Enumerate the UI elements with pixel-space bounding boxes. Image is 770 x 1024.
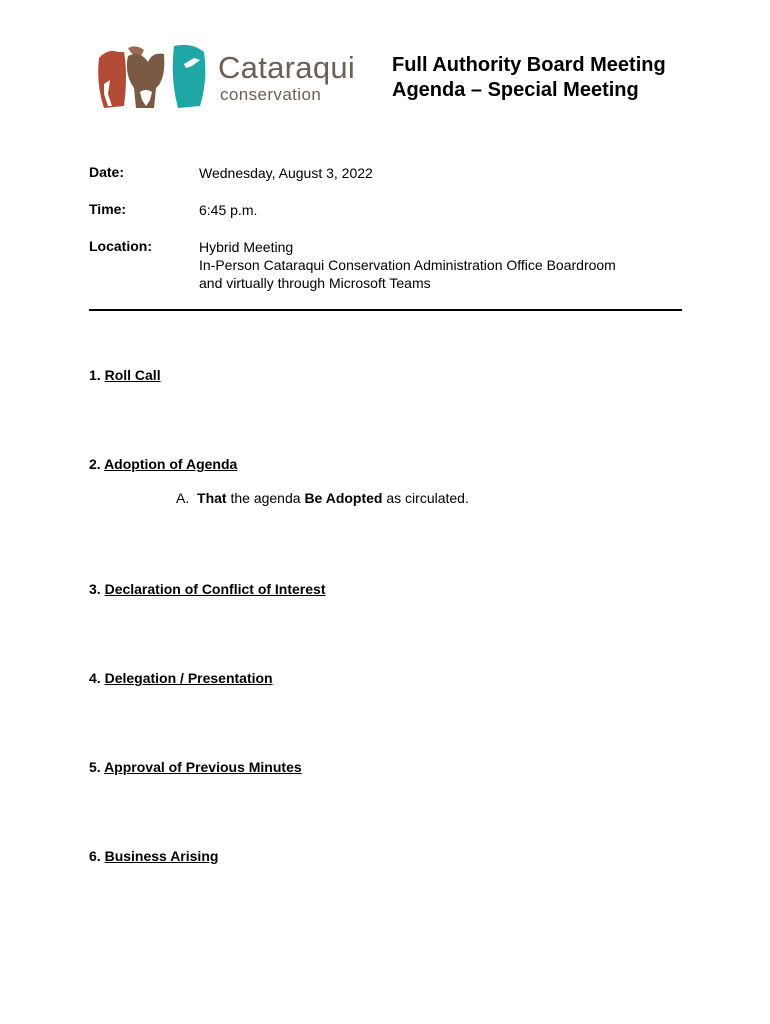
logo-subtitle: conservation — [220, 85, 322, 104]
cataraqui-logo — [96, 44, 356, 114]
motion-end: as circulated. — [386, 490, 469, 506]
agenda-item-minutes — [89, 759, 302, 775]
item-number: 4. — [89, 670, 101, 686]
motion-letter: A. — [176, 490, 190, 506]
item-number: 3. — [89, 581, 101, 597]
item-title: Adoption of Agenda — [104, 456, 238, 472]
motion-text — [176, 490, 469, 506]
divider — [89, 309, 682, 311]
item-number: 5. — [89, 759, 101, 775]
date-label: Date: — [89, 164, 125, 180]
motion-that: That — [197, 490, 227, 506]
item-number: 6. — [89, 848, 101, 864]
date-value: Wednesday, August 3, 2022 — [199, 165, 373, 181]
logo-mark-icon — [96, 44, 208, 114]
motion-middle: the agenda — [230, 490, 301, 506]
location-line: Hybrid Meeting — [199, 239, 294, 255]
item-title: Delegation / Presentation — [104, 670, 273, 686]
agenda-item-adoption — [89, 456, 237, 472]
item-title: Approval of Previous Minutes — [104, 759, 302, 775]
title-line-1: Full Authority Board Meeting — [392, 54, 666, 76]
location-label: Location: — [89, 238, 152, 254]
item-title: Declaration of Conflict of Interest — [104, 581, 326, 597]
item-title: Roll Call — [104, 367, 161, 383]
location-line: and virtually through Microsoft Teams — [199, 275, 431, 291]
location-line: In-Person Cataraqui Conservation Administration Office Boardroom — [199, 257, 616, 273]
document-title — [392, 53, 666, 103]
item-title: Business Arising — [104, 848, 219, 864]
agenda-item-conflict — [89, 581, 326, 597]
logo-wordmark: Cataraqui — [218, 50, 356, 85]
agenda-item-business — [89, 848, 218, 864]
title-line-2: Agenda – Special Meeting — [392, 79, 639, 101]
time-label: Time: — [89, 201, 127, 217]
location-value — [199, 238, 616, 292]
time-value: 6:45 p.m. — [199, 202, 258, 218]
agenda-item-delegation — [89, 670, 273, 686]
motion-adopted: Be Adopted — [304, 490, 383, 506]
agenda-item-roll-call — [89, 367, 161, 383]
item-number: 2. — [89, 456, 101, 472]
item-number: 1. — [89, 367, 101, 383]
